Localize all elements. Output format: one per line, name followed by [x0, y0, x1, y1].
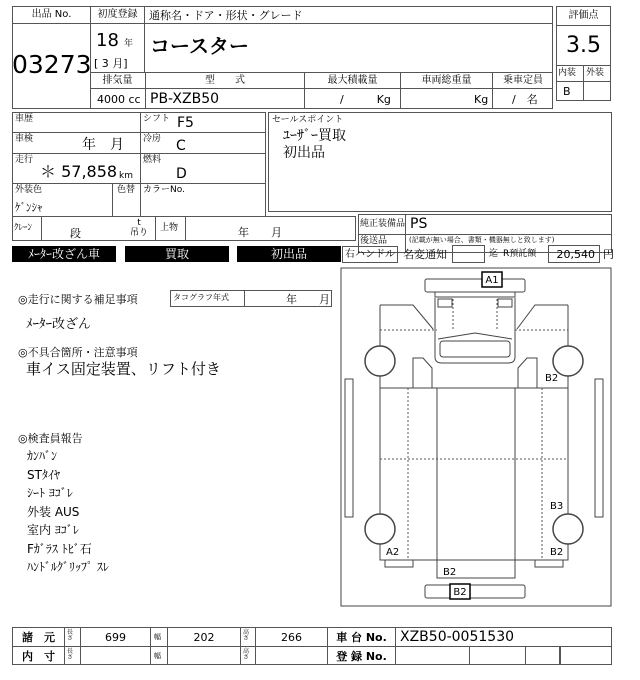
windshield — [440, 341, 510, 357]
reg-month-wrap: [ 3 月] — [94, 57, 128, 70]
car-name: コースター — [150, 34, 249, 58]
damage-left-rear: A2 — [386, 547, 400, 558]
reg-cell — [559, 646, 561, 665]
right-door-window — [518, 358, 537, 388]
right-handle-badge: 右ハンドル — [342, 246, 398, 263]
inspector-line: ｶﾝﾊﾞﾝ — [27, 449, 58, 463]
inspector-line: 外装 AUS — [27, 504, 80, 519]
banner-purchase: 買取 — [125, 246, 229, 262]
inspector-line: ｼｰﾄ ﾖｺﾞﾚ — [27, 486, 73, 500]
chassis-label: 車 台 No. — [336, 631, 387, 644]
mileage-value: ＊ 57,858 — [40, 162, 118, 181]
crane-ton: t 吊り — [130, 218, 149, 238]
tacho-value: 年 月 — [286, 293, 330, 306]
upper-label: 上物 — [160, 223, 179, 233]
exterior-label: 外装 — [586, 68, 605, 78]
crane-stage: 段 — [70, 227, 81, 240]
inspector-title: ◎検査員報告 — [18, 432, 83, 445]
diagram-frame — [341, 268, 611, 606]
inspection-label: 車検 — [15, 134, 34, 144]
fuel-label: 燃料 — [143, 155, 162, 165]
sales-label: セールスポイント — [272, 115, 344, 125]
width-value: 202 — [193, 631, 215, 644]
displacement: 4000 cc — [97, 93, 141, 106]
headlight-left — [438, 299, 452, 307]
length-label: 長さ — [67, 629, 74, 642]
inspector-line: STﾀｲﾔ — [27, 467, 60, 482]
color-no-label: カラーNo. — [143, 185, 185, 195]
name-change-box — [452, 245, 485, 263]
wheel-front-right — [553, 346, 583, 376]
defect-text: 車イス固定装置、リフト付き — [26, 360, 221, 378]
shift-value: F5 — [177, 115, 194, 131]
capacity-label: 乗車定員 — [503, 75, 543, 86]
reg-year: 18 — [96, 30, 119, 51]
damage-right-rear-upper: B3 — [550, 501, 564, 512]
headlight-right — [498, 299, 512, 307]
front-grille — [435, 292, 515, 297]
color-change-label: 色替 — [117, 185, 136, 195]
mileage-unit: km — [119, 171, 133, 181]
capacity: / 名 — [512, 93, 538, 106]
right-side-step — [595, 379, 603, 517]
spec-label: 諸 元 — [22, 631, 55, 644]
wheel-rear-right — [553, 514, 583, 544]
lot-number: 03273 — [12, 50, 92, 79]
gross: Kg — [474, 93, 489, 106]
reg-label: 登 録 No. — [336, 650, 387, 663]
later-label: 後送品 — [360, 236, 388, 246]
inner-height-label: 高さ — [243, 648, 250, 661]
fuel-value: D — [176, 166, 187, 182]
wheel-front-left — [365, 346, 395, 376]
damage-rear-step: B2 — [443, 567, 457, 578]
inspector-list — [27, 447, 109, 577]
inner-width-label: 幅 — [154, 652, 161, 660]
damage-right-rear: B2 — [550, 547, 564, 558]
inspector-line: ﾊﾝﾄﾞﾙｸﾞﾘｯﾌﾟ ｽﾚ — [27, 560, 109, 574]
mirror-lines — [380, 305, 568, 329]
inspection-value: 年 月 — [82, 137, 124, 153]
displacement-label: 排気量 — [102, 75, 133, 86]
ac-value: C — [176, 138, 186, 154]
interior-grade: B — [563, 85, 571, 98]
defect-title: ◎不具合箇所・注意事項 — [18, 346, 138, 359]
shift-label: シフト — [143, 114, 171, 124]
equipment-value: PS — [410, 216, 428, 232]
sales-line: ﾕｰｻﾞｰ買取 — [283, 128, 346, 144]
banner-meter-tampered: ﾒｰﾀｰ改ざん車 — [12, 246, 116, 262]
front-bumper — [425, 279, 525, 292]
crane-label: ｸﾚｰﾝ — [14, 223, 33, 233]
lot-label: 出品 No. — [31, 9, 72, 20]
color-value: ｹﾞﾝｼｬ — [15, 201, 43, 214]
inspector-line: 室内 ﾖｺﾞﾚ — [27, 523, 79, 537]
max-load-label: 最大積載量 — [327, 75, 378, 86]
damage-rear: B2 — [453, 587, 467, 598]
rear-bumper — [425, 585, 525, 598]
chassis-number: XZB50-0051530 — [400, 629, 515, 645]
score-value: 3.5 — [566, 33, 601, 58]
ac-label: 冷房 — [143, 134, 162, 144]
first-reg-label: 初度登録 — [97, 9, 138, 20]
width-label: 幅 — [154, 633, 161, 641]
month-unit: 月 — [112, 57, 124, 70]
tacho-label: タコグラフ年式 — [173, 293, 229, 302]
recycle-label: R預託額 — [503, 249, 537, 259]
damage-front: A1 — [485, 275, 499, 286]
mileage-label: 走行 — [15, 155, 34, 165]
name-change-label: 名変通知 — [403, 248, 447, 261]
equipment-label: 純正装備品 — [360, 219, 406, 229]
sales-line: 初出品 — [283, 145, 325, 161]
upper-date: 年 月 — [238, 226, 282, 239]
model-label: 型 式 — [205, 75, 245, 86]
name-label: 通称名・ドア・形状・グレード — [149, 9, 303, 22]
max-load: / Kg — [340, 93, 391, 106]
color-label: 外装色 — [15, 185, 43, 195]
wheel-rear-left — [365, 514, 395, 544]
left-door-window — [413, 358, 432, 388]
windshield-line — [438, 333, 512, 339]
damage-right-front: B2 — [545, 373, 559, 384]
until-label: 迄 — [489, 249, 499, 259]
interior-label: 内装 — [558, 68, 577, 78]
reg-cell — [469, 646, 526, 665]
run-notes-text: ﾒｰﾀｰ改ざん — [26, 317, 92, 332]
length-value: 699 — [105, 631, 126, 644]
height-label: 高さ — [243, 629, 250, 642]
cab-front — [435, 298, 515, 363]
model: PB-XZB50 — [150, 91, 220, 107]
sales-box — [268, 112, 612, 212]
height-value: 266 — [281, 631, 302, 644]
banner-first-listing: 初出品 — [237, 246, 341, 262]
inspector-line: Fｶﾞﾗｽ ﾄﾋﾞ石 — [27, 541, 92, 556]
inner-label: 内 寸 — [22, 650, 55, 663]
left-side-step — [345, 379, 353, 517]
score-label: 評価点 — [568, 10, 599, 21]
history-label: 車歴 — [15, 114, 34, 124]
run-notes-title: ◎走行に関する補足事項 — [18, 293, 138, 306]
inner-length-label: 長さ — [67, 648, 74, 661]
year-unit: 年 — [124, 39, 134, 49]
vehicle-damage-diagram — [340, 267, 612, 607]
recycle-fee: 20,540 — [548, 245, 600, 263]
later-note: (記載が無い場合、書類・機器無しと致します) — [409, 236, 555, 244]
yen-label: 円 — [603, 248, 614, 261]
reg-month: 3 — [101, 57, 109, 70]
gross-label: 車両総重量 — [421, 75, 472, 86]
